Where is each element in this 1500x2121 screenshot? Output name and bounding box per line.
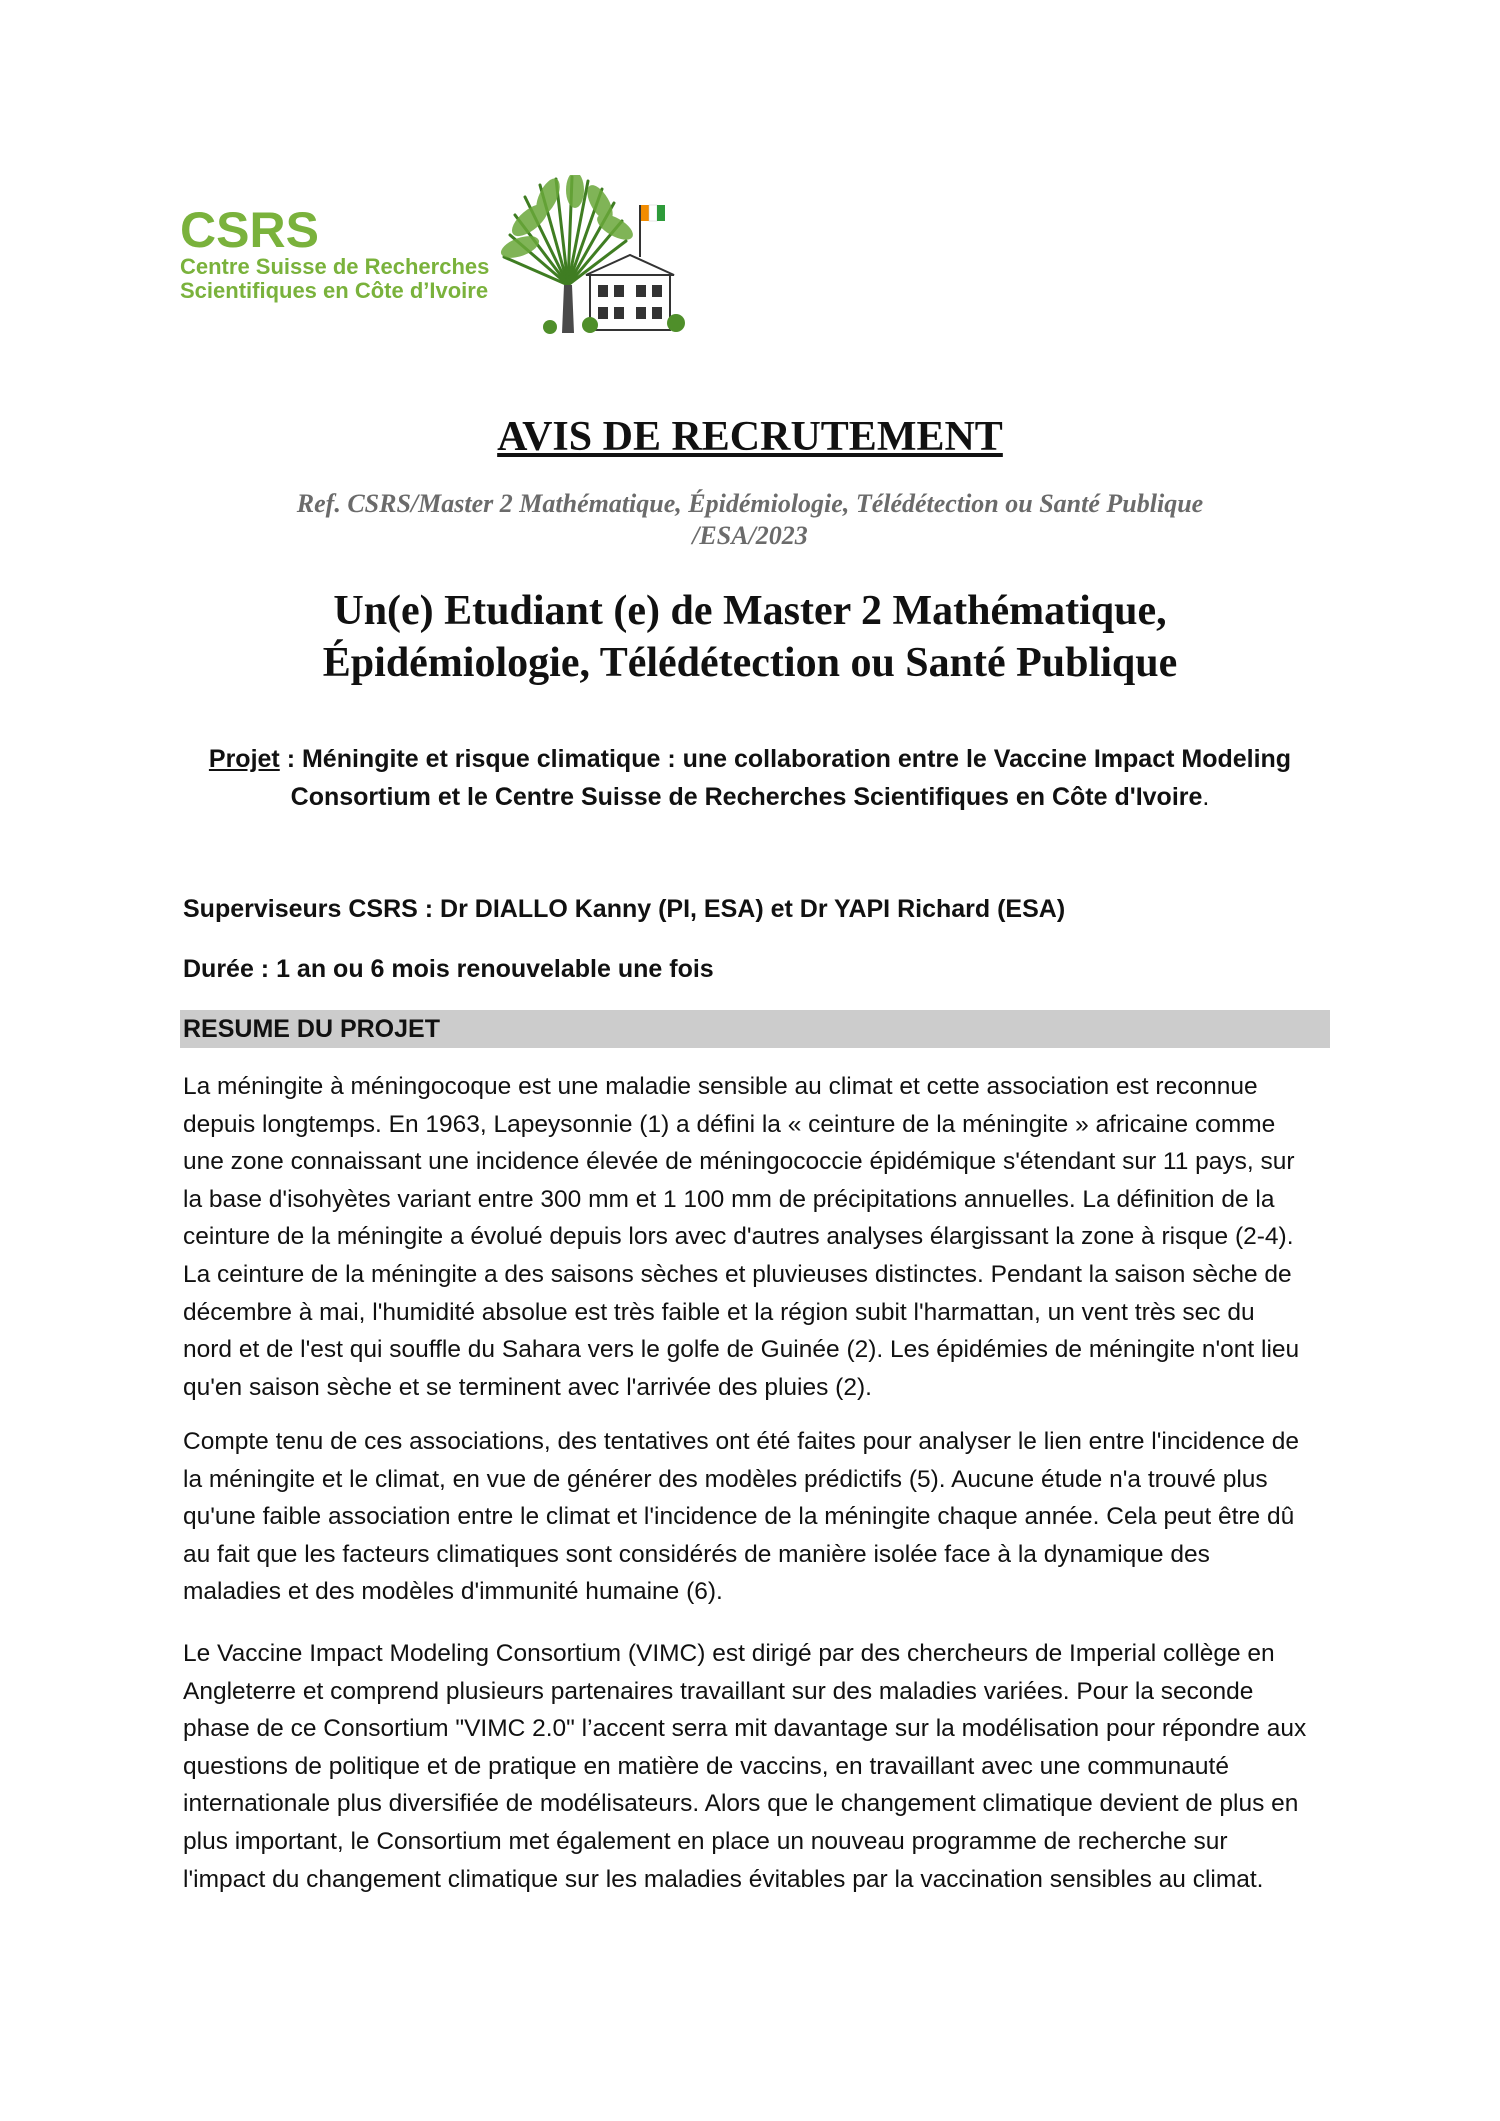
- section-header-bar: [180, 1010, 1330, 1048]
- position-title: [150, 585, 1350, 689]
- paragraph-line: la base d'isohyètes variant entre 300 mm et 1 100 mm de précipitations annuelles. La définition de la: [183, 1185, 1275, 1213]
- project-line-1: [150, 740, 1350, 778]
- paragraph-line: ceinture de la méningite a évolué depuis lors avec d'autres analyses élargissant la zone à risque (2-4).: [183, 1223, 1294, 1251]
- csrs-logo: [180, 175, 700, 335]
- paragraph-line: maladies et des modèles d'immunité humaine (6).: [183, 1578, 723, 1606]
- position-title-line-2: Épidémiologie, Télédétection ou Santé Publique: [322, 640, 1178, 686]
- supervisors: Superviseurs CSRS : Dr DIALLO Kanny (PI, ESA) et Dr YAPI Richard (ESA): [183, 895, 1066, 923]
- paragraph-line: Angleterre et comprend plusieurs partenaires travaillant sur des maladies variées. Pour la seconde: [183, 1677, 1254, 1705]
- paragraph-line: depuis longtemps. En 1963, Lapeysonnie (1) a défini la « ceinture de la méningite » africaine comme: [183, 1110, 1276, 1138]
- paragraph-line: nord et de l'est qui souffle du Sahara vers le golfe de Guinée (2). Les épidémies de méningite n'ont lieu: [183, 1336, 1300, 1364]
- paragraph-line: Le Vaccine Impact Modeling Consortium (VIMC) est dirigé par des chercheurs de Imperial collège en: [183, 1640, 1275, 1667]
- project-description: [150, 740, 1350, 816]
- project-line-1-text: : Méningite et risque climatique : une collaboration entre le Vaccine Impact Modeling: [279, 745, 1292, 773]
- paragraph-3: [183, 1635, 1333, 1898]
- paragraph-line: questions de politique et de pratique en matière de vaccins, en travaillant avec une communauté: [183, 1752, 1229, 1780]
- position-title-line-1: Un(e) Etudiant (e) de Master 2 Mathématique,: [333, 588, 1167, 634]
- paragraph-line: plus important, le Consortium met également en place un nouveau programme de recherche sur: [183, 1827, 1228, 1855]
- page-title: AVIS DE RECRUTEMENT: [497, 414, 1003, 460]
- paragraph-line: l'impact du changement climatique sur les maladies évitables par la vaccination sensibles au climat.: [183, 1865, 1264, 1893]
- reference-line-2: /ESA/2023: [692, 521, 808, 550]
- logo-line-1: Centre Suisse de Recherches: [180, 254, 490, 279]
- paragraph-1: [183, 1068, 1333, 1406]
- duration: Durée : 1 an ou 6 mois renouvelable une fois: [183, 955, 714, 983]
- paragraph-line: La méningite à méningocoque est une maladie sensible au climat et cette association est reconnue: [183, 1073, 1258, 1100]
- paragraph-line: la méningite et le climat, en vue de générer des modèles prédictifs (5). Aucune étude n'a trouvé plus: [183, 1465, 1268, 1493]
- paragraph-line: phase de ce Consortium "VIMC 2.0" l’accent serra mit davantage sur la modélisation pour répondre aux: [183, 1715, 1307, 1743]
- project-line-2-text: Consortium et le Centre Suisse de Recherches Scientifiques en Côte d'Ivoire: [290, 783, 1203, 811]
- paragraph-line: au fait que les facteurs climatiques sont considérés de manière isolée face à la dynamique des: [183, 1540, 1210, 1568]
- reference: [200, 488, 1300, 552]
- logo-acronym: CSRS: [180, 202, 319, 258]
- paragraph-line: qu'une faible association entre le climat et l'incidence de la méningite chaque année. Cela peut être dû: [183, 1503, 1295, 1531]
- paragraph-line: La ceinture de la méningite a des saisons sèches et pluvieuses distinctes. Pendant la saison sèche de: [183, 1260, 1292, 1288]
- paragraph-line: une zone connaissant une incidence élevée de méningococcie épidémique s'étendant sur 11 pays, sur: [183, 1148, 1295, 1176]
- paragraph-line: Compte tenu de ces associations, des tentatives ont été faites pour analyser le lien entre l'incidence de: [183, 1428, 1300, 1455]
- logo-text: [180, 202, 490, 303]
- project-period: .: [1202, 783, 1210, 811]
- section-title: RESUME DU PROJET: [183, 1015, 440, 1043]
- paragraph-2: [183, 1423, 1333, 1611]
- palm-tree-building-icon: [490, 175, 690, 335]
- paragraph-line: décembre à mai, l'humidité absolue est très faible et la région subit l'harmattan, un vent très sec du: [183, 1298, 1255, 1326]
- project-label: Projet: [208, 745, 280, 773]
- reference-line-1: Ref. CSRS/Master 2 Mathématique, Épidémiologie, Télédétection ou Santé Publique: [296, 489, 1204, 518]
- project-line-2: [150, 778, 1350, 816]
- paragraph-line: qu'en saison sèche et se terminent avec l'arrivée des pluies (2).: [183, 1373, 872, 1401]
- logo-line-2: Scientifiques en Côte d’Ivoire: [180, 278, 489, 303]
- paragraph-line: internationale plus diversifiée de modélisateurs. Alors que le changement climatique devient de plus en: [183, 1790, 1299, 1818]
